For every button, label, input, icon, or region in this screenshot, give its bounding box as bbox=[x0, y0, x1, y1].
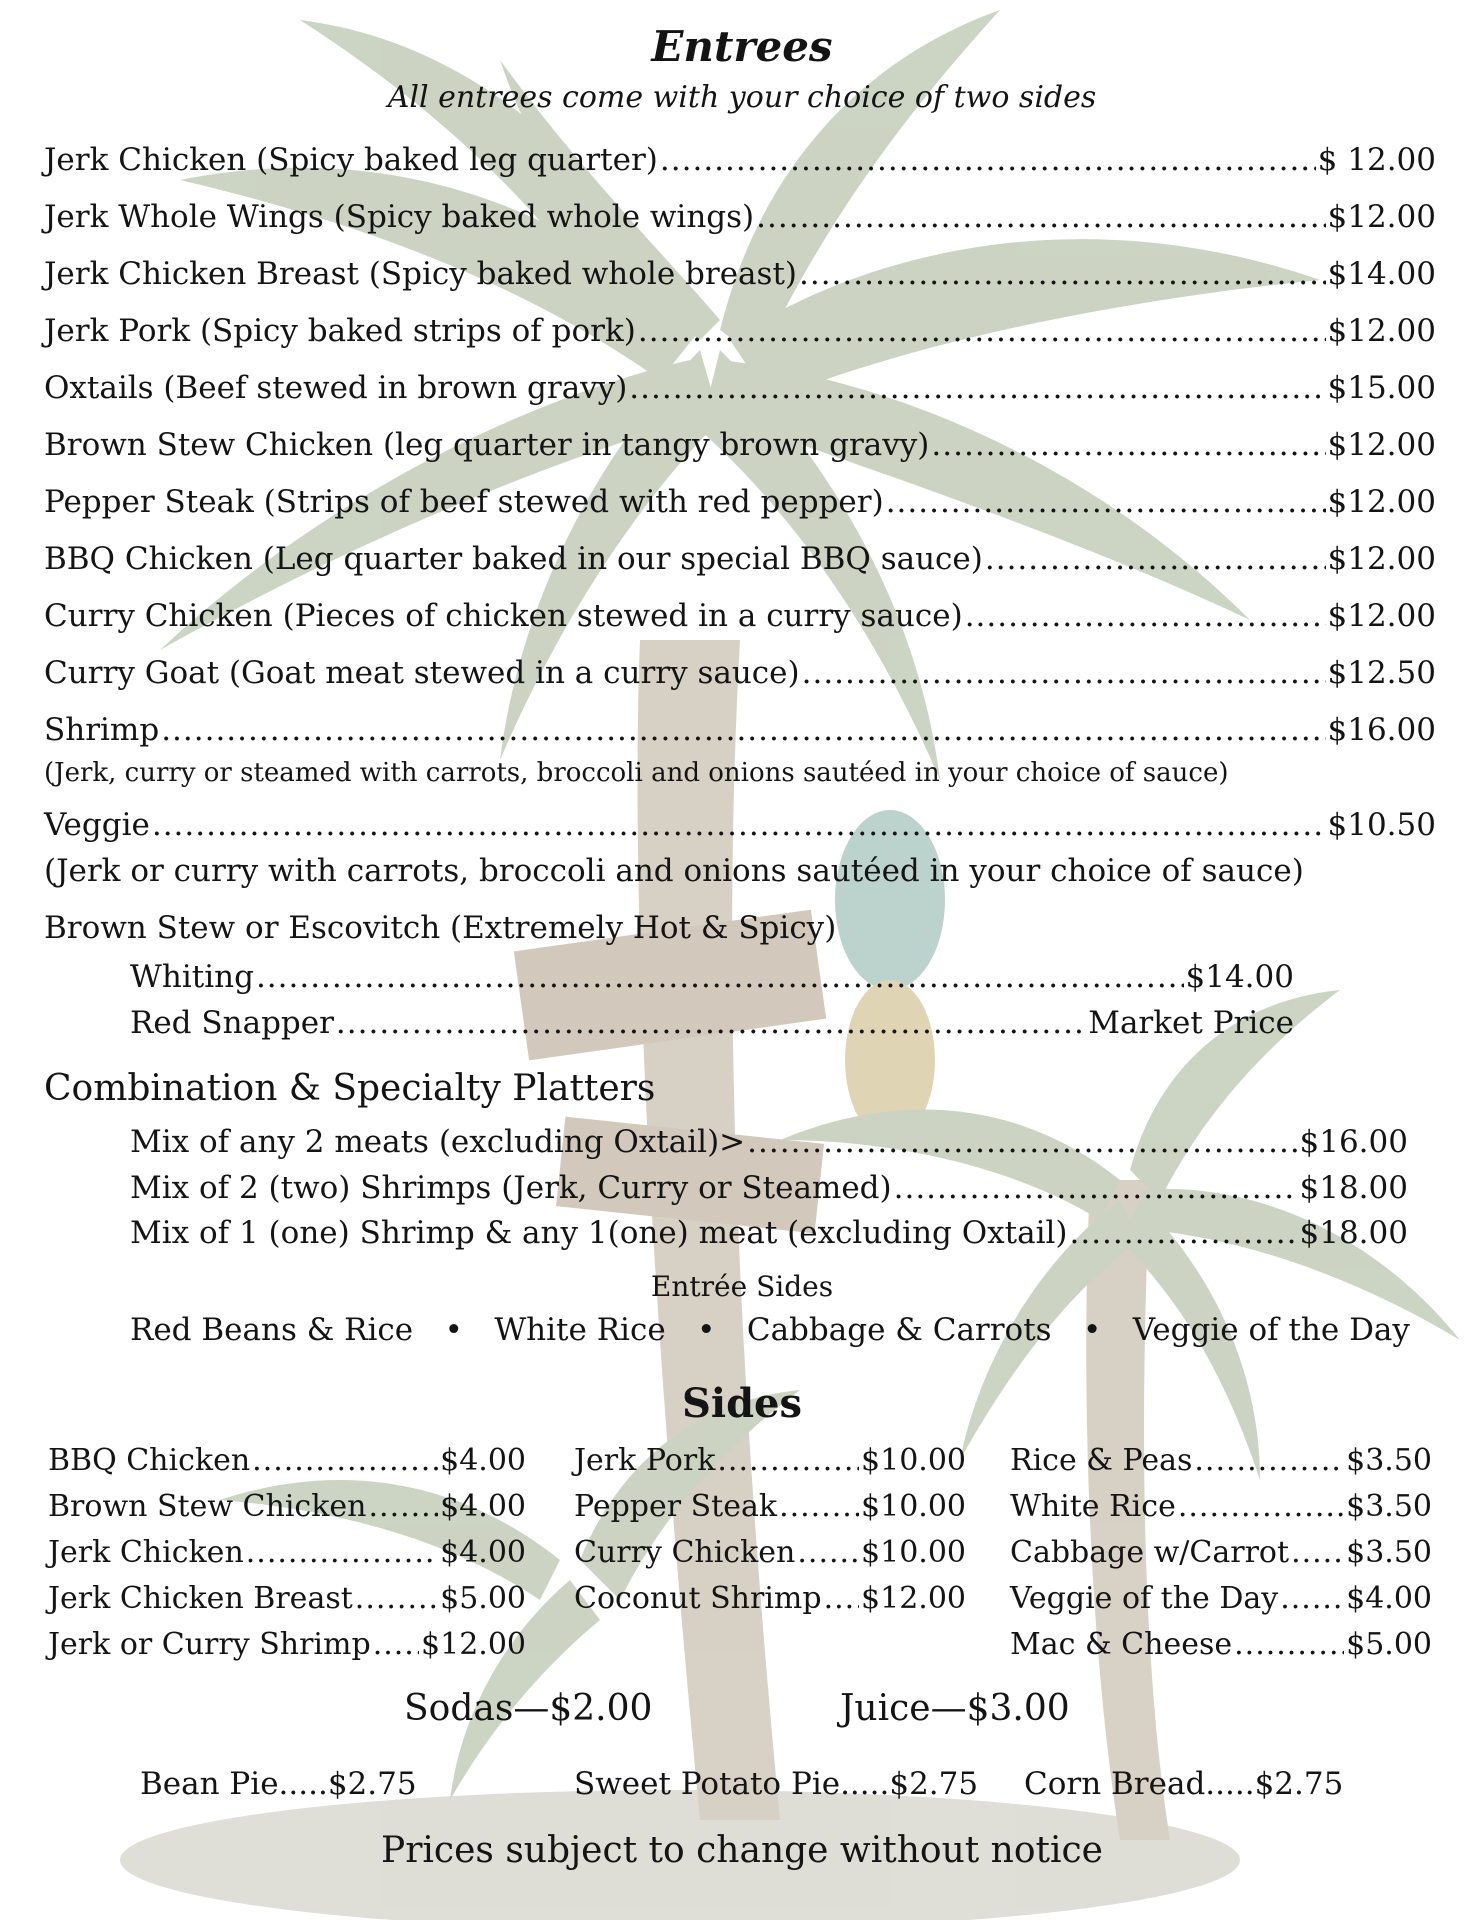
juice-price: Juice—$3.00 bbox=[840, 1688, 1070, 1729]
item-name: Red Snapper bbox=[130, 1005, 334, 1041]
dot-leader bbox=[355, 1576, 438, 1622]
bullet-separator: • bbox=[1083, 1312, 1102, 1348]
dot-leader bbox=[161, 710, 1325, 750]
sides-column-2 bbox=[574, 1438, 966, 1622]
item-name: Veggie of the Day bbox=[1010, 1581, 1279, 1616]
side-item bbox=[1010, 1576, 1432, 1622]
dot-leader bbox=[252, 1438, 438, 1484]
entree-item bbox=[44, 805, 1436, 845]
side-item bbox=[1010, 1530, 1432, 1576]
item-name: Curry Chicken bbox=[574, 1535, 796, 1570]
dot-leader bbox=[779, 1484, 859, 1530]
dot-leader bbox=[886, 482, 1326, 522]
bullet-separator: • bbox=[697, 1312, 716, 1348]
item-price: $4.00 bbox=[1346, 1581, 1432, 1616]
item-price: $16.00 bbox=[1327, 712, 1436, 748]
dot-leader bbox=[797, 1530, 859, 1576]
item-name: Jerk Chicken bbox=[48, 1535, 244, 1570]
dessert-item: Bean Pie.....$2.75 bbox=[140, 1766, 417, 1802]
item-name: Pepper Steak (Strips of beef stewed with red pepper) bbox=[44, 484, 884, 520]
item-name: Jerk Chicken Breast (Spicy baked whole breast) bbox=[44, 256, 797, 292]
item-price: $12.00 bbox=[1327, 484, 1436, 520]
item-price: $12.00 bbox=[1327, 541, 1436, 577]
item-name: Jerk Whole Wings (Spicy baked whole wings) bbox=[44, 199, 755, 235]
sides-column-3 bbox=[1010, 1438, 1432, 1668]
entree-item bbox=[44, 482, 1436, 522]
dot-leader bbox=[369, 1484, 439, 1530]
item-name: Brown Stew Chicken bbox=[48, 1489, 367, 1524]
fish-heading: Brown Stew or Escovitch (Extremely Hot & Spicy) bbox=[44, 910, 837, 946]
entree-item bbox=[44, 596, 1436, 636]
bullet-separator: • bbox=[444, 1312, 463, 1348]
item-name: BBQ Chicken bbox=[48, 1443, 251, 1478]
veggie-note: (Jerk or curry with carrots, broccoli and onions sautéed in your choice of sauce) bbox=[44, 853, 1304, 889]
dot-leader bbox=[336, 1003, 1086, 1043]
item-price: $10.50 bbox=[1327, 807, 1436, 843]
page-title: Entrees bbox=[651, 22, 833, 71]
dot-leader bbox=[373, 1622, 419, 1668]
item-price: $3.50 bbox=[1346, 1535, 1432, 1570]
item-price: $16.00 bbox=[1299, 1124, 1408, 1160]
shrimp-note: (Jerk, curry or steamed with carrots, broccoli and onions sautéed in your choice of sauce) bbox=[44, 758, 1229, 788]
item-name: Whiting bbox=[130, 959, 254, 995]
item-name: Mix of any 2 meats (excluding Oxtail)> bbox=[130, 1124, 746, 1160]
item-name: Jerk Pork (Spicy baked strips of pork) bbox=[44, 313, 636, 349]
item-price: $10.00 bbox=[861, 1535, 966, 1570]
dot-leader bbox=[894, 1168, 1298, 1208]
dot-leader bbox=[1194, 1438, 1344, 1484]
item-price: $3.50 bbox=[1346, 1443, 1432, 1478]
side-item bbox=[48, 1438, 526, 1484]
dot-leader bbox=[1291, 1530, 1344, 1576]
entree-sides-list bbox=[130, 1312, 1410, 1348]
dessert-item: Sweet Potato Pie.....$2.75 bbox=[574, 1766, 979, 1802]
side-item bbox=[1010, 1438, 1432, 1484]
dot-leader bbox=[756, 197, 1325, 237]
entree-item bbox=[44, 653, 1436, 693]
dot-leader bbox=[717, 1438, 859, 1484]
item-price: $ 12.00 bbox=[1317, 142, 1436, 178]
entree-side: Cabbage & Carrots bbox=[746, 1312, 1052, 1348]
item-name: BBQ Chicken (Leg quarter baked in our special BBQ sauce) bbox=[44, 541, 983, 577]
item-name: Curry Chicken (Pieces of chicken stewed in a curry sauce) bbox=[44, 598, 963, 634]
side-item bbox=[574, 1576, 966, 1622]
entree-side: White Rice bbox=[494, 1312, 666, 1348]
side-item bbox=[574, 1438, 966, 1484]
combo-item bbox=[130, 1213, 1408, 1253]
entree-item bbox=[44, 539, 1436, 579]
entree-side: Veggie of the Day bbox=[1132, 1312, 1410, 1348]
price-disclaimer: Prices subject to change without notice bbox=[380, 1830, 1103, 1871]
side-item bbox=[48, 1622, 526, 1668]
item-price: $5.00 bbox=[440, 1581, 526, 1616]
side-item bbox=[48, 1484, 526, 1530]
item-name: Jerk or Curry Shrimp bbox=[48, 1627, 371, 1662]
item-price: $10.00 bbox=[861, 1443, 966, 1478]
dot-leader bbox=[256, 957, 1184, 997]
item-name: Curry Goat (Goat meat stewed in a curry sauce) bbox=[44, 655, 800, 691]
item-price: $14.00 bbox=[1327, 256, 1436, 292]
sodas-price: Sodas—$2.00 bbox=[404, 1688, 653, 1729]
item-name: Shrimp bbox=[44, 712, 160, 748]
item-price: Market Price bbox=[1088, 1005, 1294, 1041]
item-name: Rice & Peas bbox=[1010, 1443, 1193, 1478]
item-price: $12.50 bbox=[1327, 655, 1436, 691]
item-price: $18.00 bbox=[1299, 1215, 1408, 1251]
dot-leader bbox=[152, 805, 1326, 845]
item-price: $14.00 bbox=[1185, 959, 1294, 995]
entree-sides-title: Entrée Sides bbox=[650, 1270, 834, 1303]
sides-column-1 bbox=[48, 1438, 526, 1668]
item-name: Veggie bbox=[44, 807, 150, 843]
side-item bbox=[48, 1530, 526, 1576]
side-item bbox=[574, 1530, 966, 1576]
item-price: $12.00 bbox=[1327, 199, 1436, 235]
item-price: $12.00 bbox=[1327, 598, 1436, 634]
item-price: $4.00 bbox=[440, 1443, 526, 1478]
fish-item bbox=[130, 957, 1294, 997]
dot-leader bbox=[246, 1530, 438, 1576]
dot-leader bbox=[931, 425, 1325, 465]
page-subtitle: All entrees come with your choice of two sides bbox=[387, 80, 1097, 115]
entree-item bbox=[44, 425, 1436, 465]
dot-leader bbox=[629, 368, 1325, 408]
fish-item bbox=[130, 1003, 1294, 1043]
side-item bbox=[574, 1484, 966, 1530]
dot-leader bbox=[660, 140, 1316, 180]
item-name: Pepper Steak bbox=[574, 1489, 778, 1524]
item-price: $12.00 bbox=[421, 1627, 526, 1662]
dot-leader bbox=[1234, 1622, 1344, 1668]
side-item bbox=[48, 1576, 526, 1622]
entree-side: Red Beans & Rice bbox=[130, 1312, 414, 1348]
item-name: Jerk Chicken (Spicy baked leg quarter) bbox=[44, 142, 658, 178]
item-name: Oxtails (Beef stewed in brown gravy) bbox=[44, 370, 628, 406]
dot-leader bbox=[638, 311, 1326, 351]
item-name: Mix of 2 (two) Shrimps (Jerk, Curry or Steamed) bbox=[130, 1170, 892, 1206]
dot-leader bbox=[1070, 1213, 1298, 1253]
item-name: Mix of 1 (one) Shrimp & any 1(one) meat (excluding Oxtail) bbox=[130, 1215, 1068, 1251]
item-price: $12.00 bbox=[1327, 427, 1436, 463]
item-price: $12.00 bbox=[861, 1581, 966, 1616]
item-name: Coconut Shrimp bbox=[574, 1581, 822, 1616]
dot-leader bbox=[1178, 1484, 1344, 1530]
entree-item bbox=[44, 710, 1436, 750]
item-price: $10.00 bbox=[861, 1489, 966, 1524]
entree-item bbox=[44, 311, 1436, 351]
dot-leader bbox=[965, 596, 1326, 636]
dot-leader bbox=[1280, 1576, 1344, 1622]
item-price: $5.00 bbox=[1346, 1627, 1432, 1662]
item-price: $15.00 bbox=[1327, 370, 1436, 406]
item-price: $12.00 bbox=[1327, 313, 1436, 349]
item-price: $4.00 bbox=[440, 1535, 526, 1570]
dot-leader bbox=[799, 254, 1326, 294]
item-name: Cabbage w/Carrot bbox=[1010, 1535, 1290, 1570]
item-name: Mac & Cheese bbox=[1010, 1627, 1233, 1662]
dot-leader bbox=[824, 1576, 859, 1622]
entree-item bbox=[44, 140, 1436, 180]
combo-heading: Combination & Specialty Platters bbox=[44, 1068, 656, 1109]
dessert-item: Corn Bread.....$2.75 bbox=[1024, 1766, 1344, 1802]
combo-item bbox=[130, 1122, 1408, 1162]
item-price: $3.50 bbox=[1346, 1489, 1432, 1524]
combo-item bbox=[130, 1168, 1408, 1208]
side-item bbox=[1010, 1484, 1432, 1530]
item-name: Jerk Chicken Breast bbox=[48, 1581, 353, 1616]
entree-item bbox=[44, 368, 1436, 408]
item-price: $4.00 bbox=[440, 1489, 526, 1524]
entree-item bbox=[44, 254, 1436, 294]
item-name: Jerk Pork bbox=[574, 1443, 716, 1478]
item-name: Brown Stew Chicken (leg quarter in tangy brown gravy) bbox=[44, 427, 930, 463]
dot-leader bbox=[985, 539, 1326, 579]
sides-heading: Sides bbox=[681, 1380, 803, 1427]
side-item bbox=[1010, 1622, 1432, 1668]
entree-item bbox=[44, 197, 1436, 237]
dot-leader bbox=[802, 653, 1326, 693]
item-price: $18.00 bbox=[1299, 1170, 1408, 1206]
dot-leader bbox=[747, 1122, 1297, 1162]
item-name: White Rice bbox=[1010, 1489, 1176, 1524]
